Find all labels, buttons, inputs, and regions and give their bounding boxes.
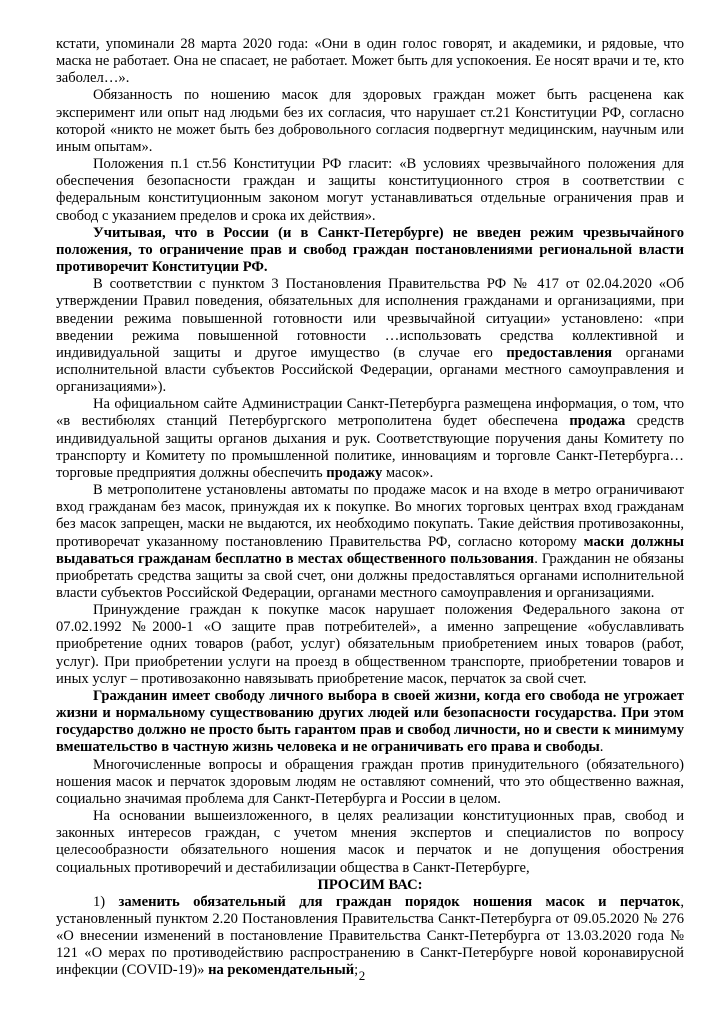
bold-text: Учитывая, что в России (и в Санкт-Петербурге) не введен режим чрезвычайного положения, то ограничение прав и свобод граждан постановлениями региональной власти противоречит Конституции РФ. [56, 224, 684, 276]
text-run: Принуждение граждан к покупке масок нарушает положения Федерального закона от 07.02.1992 №2000-1 «О защите прав потребителей», а именно запрещение «обуславливать приобретение одних товаров (работ, услуг) обязательным приобретением иных товаров (работ, услуг). При приобретении услуги на проезд в общественном транспорте, приобретении товаров и иных услуг – противозаконно навязывать приобретение масок, перчаток за свой счет. [56, 602, 684, 687]
paragraph [56, 894, 684, 980]
bold-text: продажа [569, 413, 626, 430]
paragraph [56, 396, 684, 482]
bold-text: заменить обязательный для граждан порядок ношения масок и перчаток [118, 893, 681, 910]
text-run: средств индивидуальной защиты органов дыхания и рук. Соответствующие поручения даны Комитету по транспорту и Комитету по промышленной политике, инновациям и торговле Санкт-Петербурга… торговые предприятия должны обеспечить [56, 413, 684, 481]
paragraph [56, 757, 684, 808]
text-run: Многочисленные вопросы и обращения граждан против принудительного (обязательного) ношения масок и перчаток здоровым людям не оставляют сомнений, что это общественно важная, социально значимая проблема для Санкт-Петербурга и России в целом. [56, 756, 684, 807]
bold-text: Гражданин имеет свободу личного выбора в своей жизни, когда его свобода не угрожает жизни и нормальному существованию других людей или безопасности государства. При этом государство должно не просто быть гарантом прав и свобод личности, но и свести к минимуму вмешательство в частную жизнь человека и не ограничивать его права и свободы [56, 687, 684, 756]
text-run: В соответствии с пунктом 3 Постановления Правительства РФ № 417 от 02.04.2020 «Об утверждении Правил поведения, обязательных для исполнения гражданами и организациями, при введении режима повышенной готовности или чрезвычайной ситуации» установлено: «при введении режима повышенной готовности …использовать средства коллективной и индивидуальной защиты и другое имущество (в случае его [56, 276, 684, 361]
section-heading [56, 877, 684, 894]
text-run: ; [354, 962, 359, 979]
bold-text: предоставления [506, 344, 613, 361]
text-run: масок». [382, 464, 434, 481]
text-run: На официальном сайте Администрации Санкт-Петербурга размещена информация, о том, что «в вестибюлях станций Петербургского метрополитена будет обеспечена [56, 396, 684, 430]
bold-text: на рекомендательный [208, 962, 355, 979]
text-run: , установленный пунктом 2.20 Постановления Правительства Санкт-Петербурга от 09.05.2020 № 276 «О внесении изменений в постановление Правительства Санкт-Петербурга от 13.03.2020 года № 121 «О мерах по противодействию распространению в Санкт-Петербурге новой коронавирусной инфекции (COVID-19)» [56, 893, 684, 979]
text-run: Положения п.1 ст.56 Конституции РФ гласит: «В условиях чрезвычайного положения для обеспечения безопасности граждан и защиты конституционного строя в соответствии с федеральным конституционным законом могут устанавливаться отдельные ограничения прав и свобод с указанием пределов и срока их действия». [56, 156, 684, 224]
bold-text: ПРОСИМ ВАС: [317, 876, 423, 893]
paragraph [56, 36, 684, 87]
page-number: 2 [358, 968, 366, 983]
document-body [56, 36, 684, 980]
text-run: 1) [93, 893, 119, 910]
paragraph [56, 156, 684, 225]
text-run: На основании вышеизложенного, в целях реализации конституционных прав, свобод и законных интересов граждан, с учетом мнения экспертов и специалистов по вопросу целесообразности обязательного ношения масок и перчаток и не допущения обострения социальных противоречий и дестабилизации общества в Санкт-Петербурге, [56, 808, 684, 876]
text-run: В метрополитене установлены автоматы по продаже масок и на входе в метро ограничивают вход гражданам без масок, принуждая их к покупке. Во многих торговых центрах вход гражданам без масок запрещен, маски не выдаются, их необходимо покупать. Такие действия противозаконны, противоречат указанному постановлению Правительства РФ, согласно которому [56, 482, 684, 550]
paragraph [56, 808, 684, 877]
text-run: кстати, упоминали 28 марта 2020 года: «Они в один голос говорят, и академики, и рядовые, что маска не работает. Она не спасает, не работает. Может быть для успокоения. Ее носят врачи и те, кто заболел…». [56, 36, 684, 87]
bold-text: продажу [326, 464, 383, 481]
paragraph [56, 688, 684, 757]
paragraph [56, 87, 684, 156]
paragraph [56, 602, 684, 688]
paragraph [56, 482, 684, 602]
bold-text: маски должны выдаваться гражданам бесплатно в местах общественного пользования [56, 533, 684, 567]
text-run: . [599, 739, 604, 756]
paragraph [56, 225, 684, 276]
paragraph [56, 276, 684, 396]
text-run: органами исполнительной власти субъектов Российской Федерации, органами местного самоуправления и организациями»). [56, 344, 685, 396]
text-run: Обязанность по ношению масок для здоровых граждан может быть расценена как эксперимент или опыт над людьми без их согласия, что нарушает ст.21 Конституции РФ, согласно которой «никто не может быть без добровольного согласия подвергнут медицинским, научным или иным опытам». [56, 87, 684, 155]
text-run: . Гражданин не обязаны приобретать средства защиты за свой счет, они должны предоставляться органами исполнительной власти субъектов Российской Федерации, органами местного самоуправления и организациями. [56, 550, 684, 601]
